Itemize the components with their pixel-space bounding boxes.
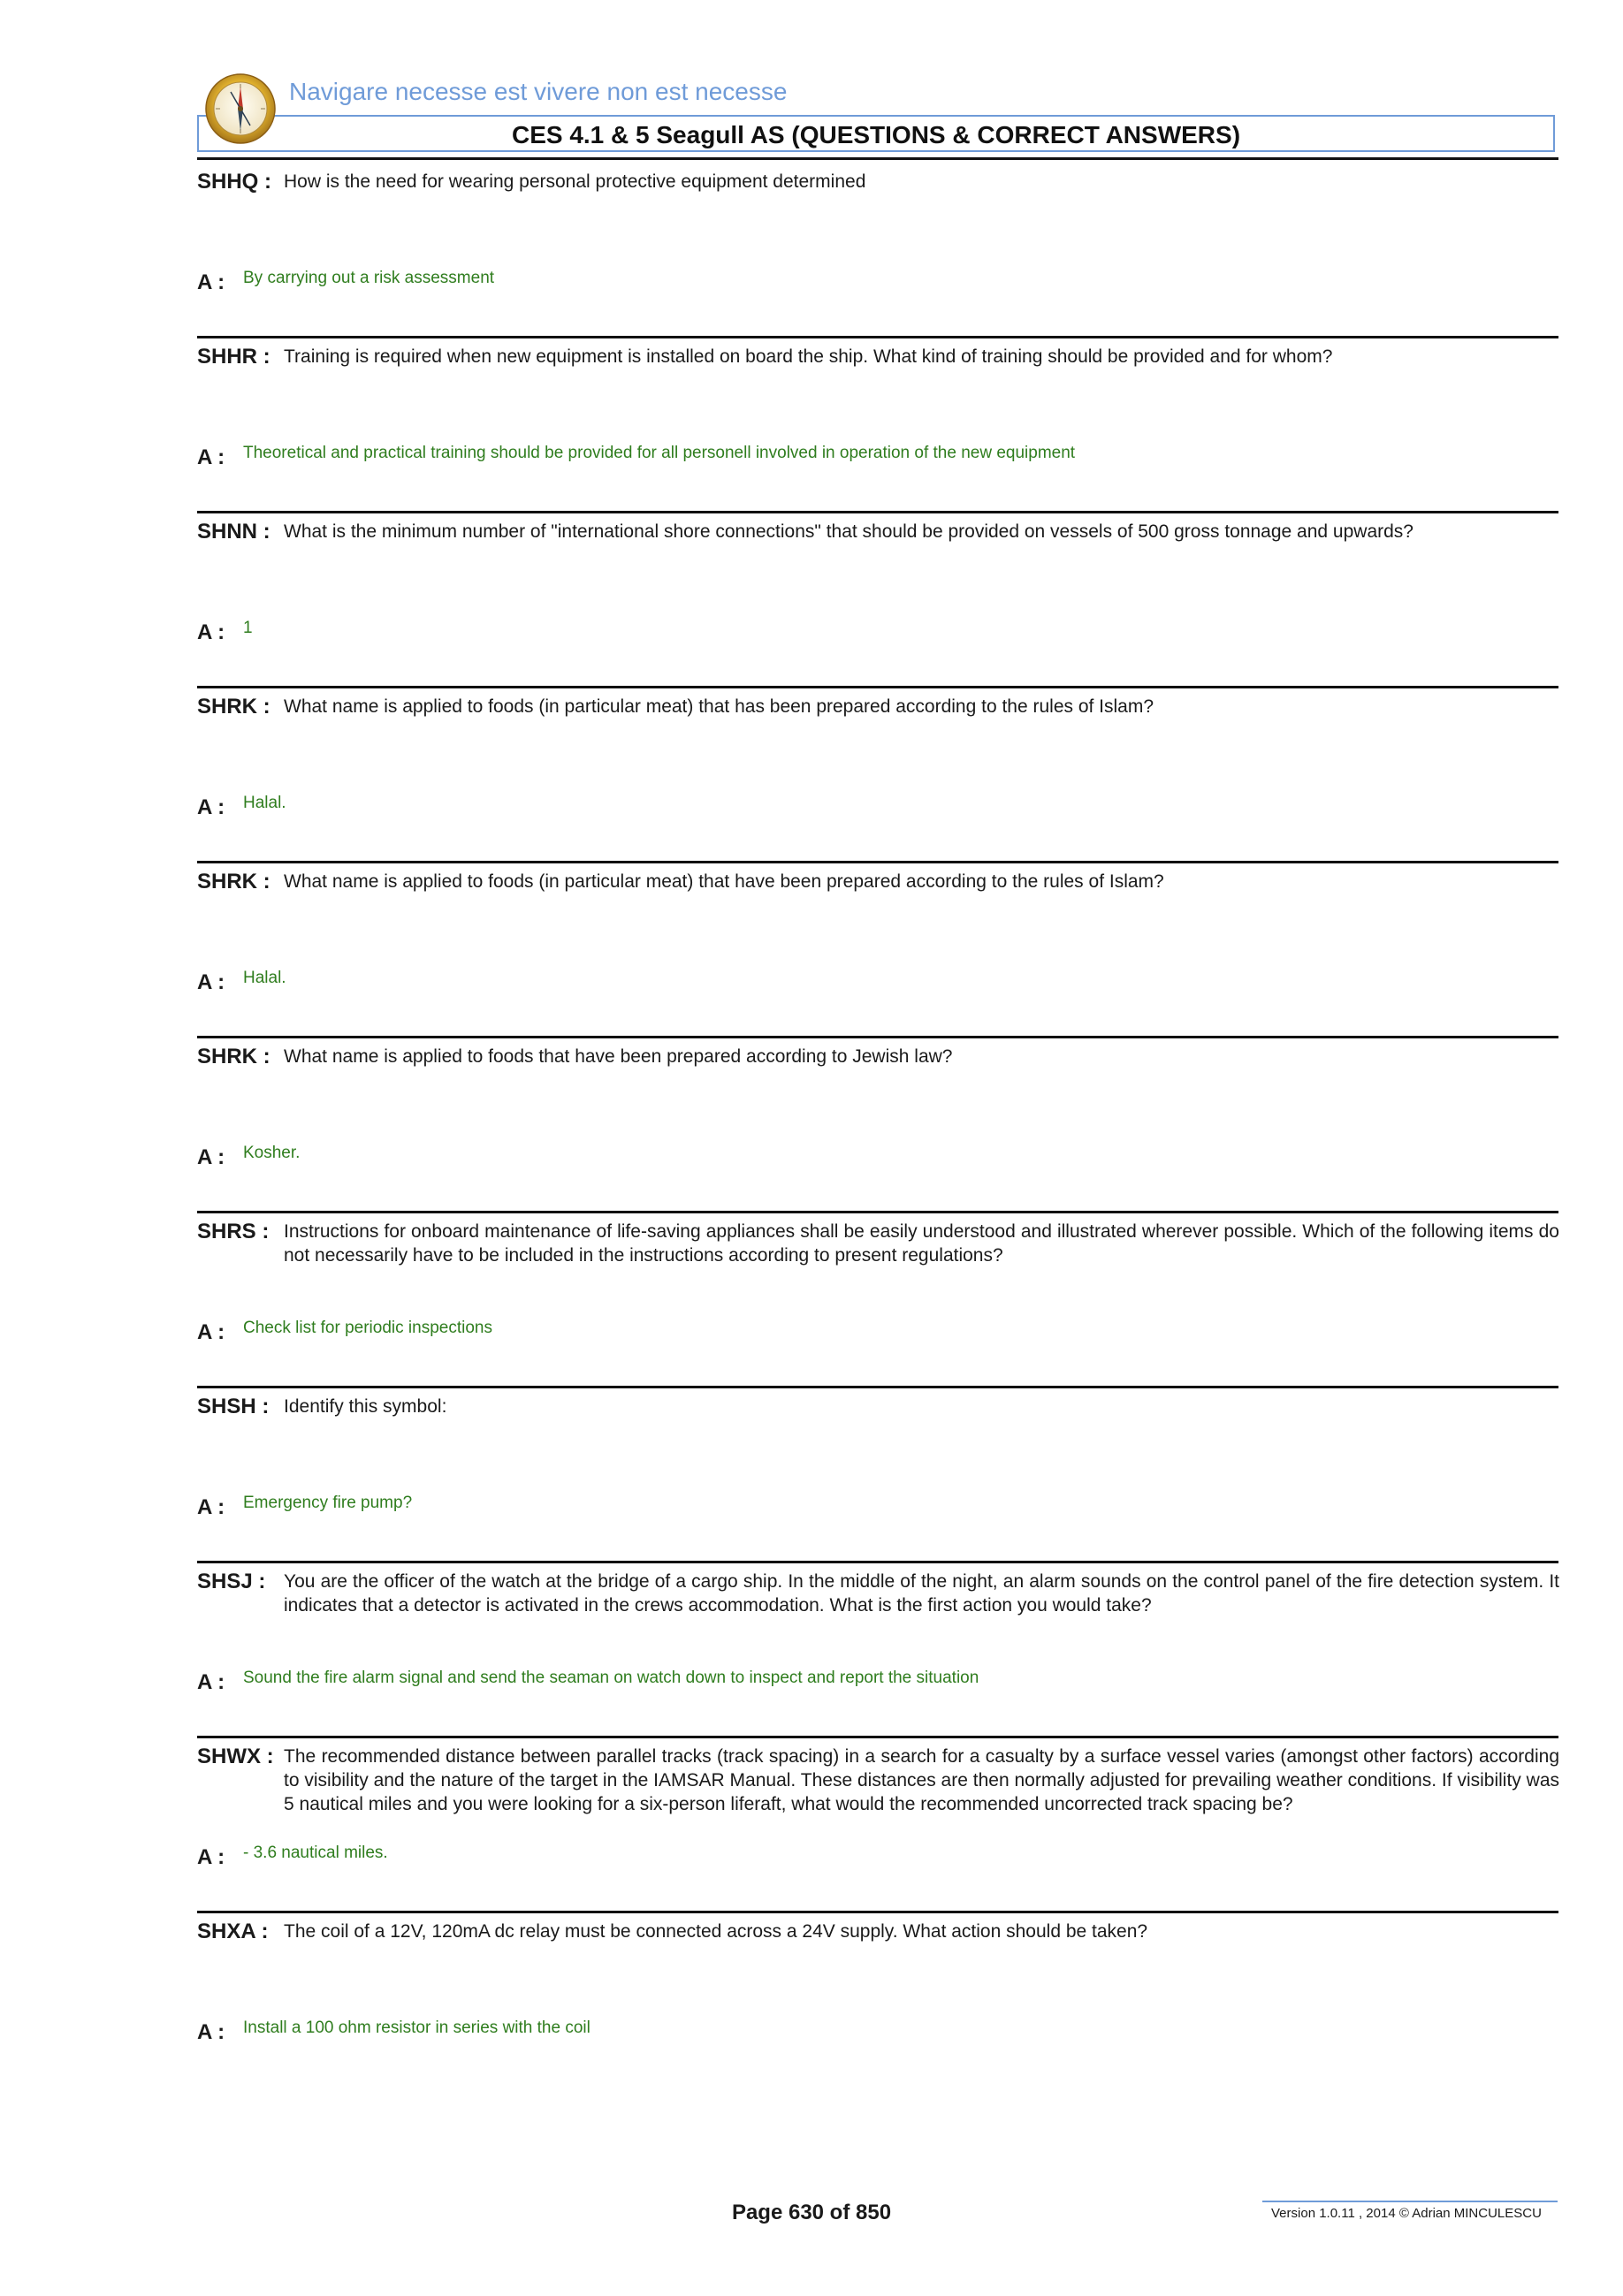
answer-label: A : [197, 1320, 225, 1344]
qa-item [197, 1564, 1558, 1739]
footer-divider [1262, 2201, 1558, 2202]
document-title-box [197, 115, 1555, 152]
question-text: Identify this symbol: [284, 1396, 447, 1417]
answer-label: A : [197, 795, 225, 819]
answer-text: - 3.6 nautical miles. [243, 1844, 388, 1862]
question-code: SHXA : [197, 1920, 269, 1943]
page-number: Page 630 of 850 [731, 2201, 892, 2224]
answer-label: A : [197, 970, 225, 994]
answer-text: Theoretical and practical training should be provided for all personell involved in operation of the new equipment [243, 444, 1076, 462]
answer-label: A : [197, 1670, 225, 1694]
question-code: SHRS : [197, 1220, 270, 1243]
document-title: CES 4.1 & 5 Seagull AS (QUESTIONS & CORRECT ANSWERS) [511, 121, 1241, 148]
qa-item [197, 864, 1558, 1039]
question-text: What name is applied to foods (in particular meat) that has been prepared according to the rules of Islam? [284, 696, 1154, 717]
question-text: You are the officer of the watch at the bridge of a cargo ship. In the middle of the night, an alarm sounds on the control panel of the fire detection system. It indicates that a detector is activated in the crews accommodation. What is the first action you would take? [284, 1571, 1559, 1616]
question-text: What is the minimum number of "international shore connections" that should be provided on vessels of 500 gross tonnage and upwards? [284, 521, 1413, 542]
compass-icon [204, 72, 277, 145]
question-text: What name is applied to foods that have been prepared according to Jewish law? [284, 1046, 953, 1067]
question-text: Instructions for onboard maintenance of life-saving appliances shall be easily understood and illustrated wherever possible. Which of the following items do not necessarily have to be included in the instructions according to present regulations? [284, 1221, 1559, 1266]
question-code: SHSJ : [197, 1570, 266, 1593]
question-code: SHSH : [197, 1395, 270, 1418]
answer-label: A : [197, 1495, 225, 1519]
answer-text: Check list for periodic inspections [243, 1319, 492, 1337]
question-code: SHRK : [197, 695, 270, 718]
qa-item [197, 1914, 1558, 2089]
page-header [197, 72, 1558, 161]
answer-label: A : [197, 2020, 225, 2044]
qa-item [197, 1214, 1558, 1389]
qa-item [197, 339, 1558, 514]
answer-label: A : [197, 620, 225, 644]
question-code: SHRK : [197, 870, 270, 893]
version-credit: Version 1.0.11 , 2014 © Adrian MINCULESCU [1271, 2206, 1542, 2221]
question-code: SHHQ : [197, 170, 271, 194]
qa-item [197, 689, 1558, 864]
question-text: The coil of a 12V, 120mA dc relay must be connected across a 24V supply. What action should be taken? [284, 1921, 1148, 1942]
answer-text: Sound the fire alarm signal and send the seaman on watch down to inspect and report the situation [243, 1669, 979, 1687]
question-code: SHHR : [197, 345, 270, 369]
question-code: SHNN : [197, 520, 270, 544]
qa-item [197, 1039, 1558, 1214]
answer-text: By carrying out a risk assessment [243, 269, 495, 287]
qa-item [197, 1739, 1558, 1914]
question-text: What name is applied to foods (in particular meat) that have been prepared according to the rules of Islam? [284, 871, 1164, 892]
answer-text: Emergency fire pump? [243, 1494, 413, 1512]
qa-item [197, 1389, 1558, 1564]
answer-text: Kosher. [243, 1144, 301, 1162]
answer-text: Install a 100 ohm resistor in series with the coil [243, 2019, 591, 2037]
answer-text: Halal. [243, 794, 286, 812]
question-text: Training is required when new equipment is installed on board the ship. What kind of training should be provided and for whom? [284, 346, 1333, 367]
question-text: The recommended distance between parallel tracks (track spacing) in a search for a casualty by a surface vessel varies (amongst other factors) according to visibility and the nature of the target in the IAMSAR Manual. These distances are then normally adjusted for prevailing weather conditions. If visibility was 5 nautical miles and you were looking for a six-person liferaft, what would the recommended uncorrected track spacing be? [284, 1746, 1559, 1814]
answer-label: A : [197, 1845, 225, 1869]
qa-list [197, 164, 1558, 2089]
question-code: SHWX : [197, 1745, 274, 1768]
header-divider [197, 157, 1558, 160]
qa-item [197, 514, 1558, 689]
question-text: How is the need for wearing personal protective equipment determined [284, 171, 866, 192]
answer-label: A : [197, 1145, 225, 1169]
answer-label: A : [197, 270, 225, 294]
question-code: SHRK : [197, 1045, 270, 1068]
answer-label: A : [197, 445, 225, 469]
qa-item [197, 164, 1558, 339]
answer-text: 1 [243, 619, 253, 637]
answer-text: Halal. [243, 969, 286, 987]
motto-text: Navigare necesse est vivere non est necesse [289, 78, 788, 105]
